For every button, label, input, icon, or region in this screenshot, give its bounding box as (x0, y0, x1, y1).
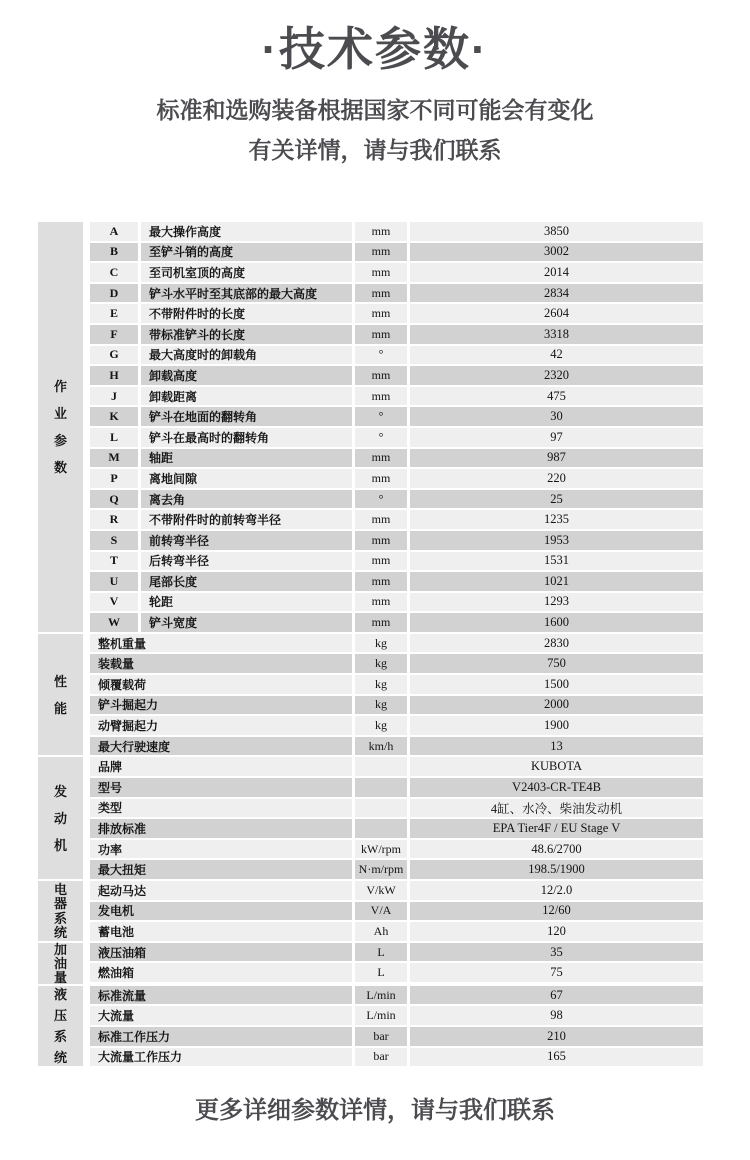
table-row (90, 613, 703, 632)
spec-section (38, 757, 703, 879)
spec-name-cell: 铲斗水平时至其底部的最大高度 (141, 284, 352, 303)
spec-unit-cell: ° (355, 407, 407, 426)
spec-unit-cell: bar (355, 1027, 407, 1046)
spec-value-cell: 67 (410, 986, 703, 1005)
table-row (90, 304, 703, 323)
spec-value-cell: 48.6/2700 (410, 840, 703, 859)
spec-letter-cell: K (90, 407, 138, 426)
table-row (90, 716, 703, 735)
spec-name-cell: 铲斗在最高时的翻转角 (141, 428, 352, 447)
table-row (90, 696, 703, 715)
spec-value-cell: 987 (410, 449, 703, 468)
spec-value-cell: 3002 (410, 243, 703, 262)
spec-letter-cell: S (90, 531, 138, 550)
spec-letter-cell: J (90, 387, 138, 406)
spec-name-cell: 卸载距离 (141, 387, 352, 406)
spec-unit-cell: mm (355, 449, 407, 468)
group-label-char: 作 (53, 378, 67, 394)
group-label-char: 参 (53, 432, 67, 448)
spec-unit-cell: mm (355, 284, 407, 303)
table-row (90, 469, 703, 488)
spec-name-cell: 蓄电池 (90, 922, 352, 941)
group-label (38, 634, 83, 756)
spec-value-cell: 97 (410, 428, 703, 447)
spec-name-cell: 后转弯半径 (141, 552, 352, 571)
spec-unit-cell (355, 819, 407, 838)
spec-value-cell: 4缸、水冷、柴油发动机 (410, 799, 703, 818)
subtitle-line-2: 有关详情，请与我们联系 (248, 137, 502, 164)
spec-value-cell: EPA Tier4F / EU Stage V (410, 819, 703, 838)
spec-name-cell: 燃油箱 (90, 963, 352, 982)
spec-value-cell: 12/2.0 (410, 881, 703, 900)
spec-section (38, 943, 703, 984)
group-label-char: 能 (53, 700, 67, 716)
spec-value-cell: 2604 (410, 304, 703, 323)
table-row (90, 840, 703, 859)
spec-name-cell: 功率 (90, 840, 352, 859)
spec-name-cell: 离去角 (141, 490, 352, 509)
footer-note: 更多详细参数详情，请与我们联系 (195, 1097, 555, 1124)
spec-letter-cell: T (90, 552, 138, 571)
table-row (90, 449, 703, 468)
spec-unit-cell: mm (355, 593, 407, 612)
spec-value-cell: 165 (410, 1048, 703, 1067)
group-label-char: 压 (53, 1007, 67, 1023)
group-label-char: 器 (53, 896, 67, 912)
spec-name-cell: 倾覆载荷 (90, 675, 352, 694)
spec-value-cell: 42 (410, 346, 703, 365)
spec-name-cell: 卸载高度 (141, 366, 352, 385)
spec-value-cell: 1235 (410, 510, 703, 529)
spec-unit-cell: kg (355, 716, 407, 735)
group-label (38, 986, 83, 1066)
spec-unit-cell: mm (355, 263, 407, 282)
spec-name-cell: 大流量工作压力 (90, 1048, 352, 1067)
spec-name-cell: 动臂掘起力 (90, 716, 352, 735)
group-label (38, 757, 83, 879)
table-row (90, 634, 703, 653)
spec-value-cell: 1953 (410, 531, 703, 550)
spec-value-cell: 2014 (410, 263, 703, 282)
spec-unit-cell: N·m/rpm (355, 860, 407, 879)
spec-unit-cell: L (355, 943, 407, 962)
spec-value-cell: 1021 (410, 572, 703, 591)
group-label-char: 液 (53, 986, 67, 1002)
spec-letter-cell: D (90, 284, 138, 303)
spec-unit-cell: L/min (355, 1006, 407, 1025)
spec-name-cell: 最大行驶速度 (90, 737, 352, 756)
table-row (90, 510, 703, 529)
table-row (90, 490, 703, 509)
spec-name-cell: 带标准铲斗的长度 (141, 325, 352, 344)
table-row (90, 943, 703, 962)
spec-unit-cell: L (355, 963, 407, 982)
spec-unit-cell: km/h (355, 737, 407, 756)
spec-value-cell: V2403-CR-TE4B (410, 778, 703, 797)
table-row (90, 737, 703, 756)
group-label-char: 量 (53, 969, 67, 985)
spec-value-cell: 30 (410, 407, 703, 426)
spec-unit-cell: mm (355, 510, 407, 529)
spec-value-cell: 35 (410, 943, 703, 962)
table-row (90, 819, 703, 838)
table-row (90, 922, 703, 941)
table-row (90, 881, 703, 900)
spec-unit-cell: ° (355, 346, 407, 365)
spec-name-cell: 类型 (90, 799, 352, 818)
group-label-char: 系 (53, 910, 67, 926)
spec-section (38, 634, 703, 756)
spec-value-cell: 120 (410, 922, 703, 941)
spec-name-cell: 大流量 (90, 1006, 352, 1025)
spec-value-cell: 13 (410, 737, 703, 756)
spec-unit-cell: mm (355, 325, 407, 344)
spec-unit-cell: kg (355, 675, 407, 694)
group-label-char: 性 (53, 673, 67, 689)
spec-unit-cell: mm (355, 531, 407, 550)
table-row (90, 757, 703, 776)
table-row (90, 387, 703, 406)
table-row (90, 860, 703, 879)
spec-value-cell: 2000 (410, 696, 703, 715)
spec-name-cell: 最大高度时的卸载角 (141, 346, 352, 365)
spec-letter-cell: Q (90, 490, 138, 509)
group-label-char: 统 (53, 1050, 67, 1066)
table-row (90, 986, 703, 1005)
spec-value-cell: 2830 (410, 634, 703, 653)
spec-value-cell: 1900 (410, 716, 703, 735)
group-label-char: 发 (53, 783, 67, 799)
spec-unit-cell: mm (355, 469, 407, 488)
spec-value-cell: 750 (410, 654, 703, 673)
table-row (90, 284, 703, 303)
spec-value-cell: 220 (410, 469, 703, 488)
spec-name-cell: 液压油箱 (90, 943, 352, 962)
table-row (90, 902, 703, 921)
spec-value-cell: 12/60 (410, 902, 703, 921)
spec-name-cell: 不带附件时的长度 (141, 304, 352, 323)
spec-unit-cell: kg (355, 696, 407, 715)
spec-name-cell: 最大扭矩 (90, 860, 352, 879)
spec-value-cell: 1500 (410, 675, 703, 694)
spec-name-cell: 至司机室顶的高度 (141, 263, 352, 282)
spec-unit-cell: bar (355, 1048, 407, 1067)
table-row (90, 552, 703, 571)
spec-name-cell: 前转弯半径 (141, 531, 352, 550)
table-row (90, 778, 703, 797)
subtitle-line-1: 标准和选购装备根据国家不同可能会有变化 (156, 97, 594, 124)
spec-letter-cell: W (90, 613, 138, 632)
group-label-char: 加 (53, 941, 67, 957)
table-row (90, 963, 703, 982)
spec-letter-cell: F (90, 325, 138, 344)
page-header (0, 22, 750, 166)
table-row (90, 654, 703, 673)
table-row (90, 799, 703, 818)
table-row (90, 531, 703, 550)
spec-name-cell: 整机重量 (90, 634, 352, 653)
spec-letter-cell: U (90, 572, 138, 591)
spec-name-cell: 铲斗宽度 (141, 613, 352, 632)
group-label-char: 业 (53, 405, 67, 421)
spec-unit-cell: mm (355, 243, 407, 262)
spec-unit-cell (355, 757, 407, 776)
table-row (90, 325, 703, 344)
spec-value-cell: 75 (410, 963, 703, 982)
spec-name-cell: 轴距 (141, 449, 352, 468)
table-row (90, 366, 703, 385)
spec-name-cell: 尾部长度 (141, 572, 352, 591)
spec-letter-cell: V (90, 593, 138, 612)
spec-unit-cell: mm (355, 572, 407, 591)
table-row (90, 222, 703, 241)
spec-section (38, 881, 703, 941)
spec-name-cell: 标准工作压力 (90, 1027, 352, 1046)
spec-unit-cell: mm (355, 222, 407, 241)
spec-unit-cell: mm (355, 552, 407, 571)
table-row (90, 243, 703, 262)
spec-name-cell: 品牌 (90, 757, 352, 776)
table-row (90, 428, 703, 447)
spec-name-cell: 铲斗在地面的翻转角 (141, 407, 352, 426)
table-row (90, 407, 703, 426)
spec-name-cell: 排放标准 (90, 819, 352, 838)
spec-unit-cell: Ah (355, 922, 407, 941)
spec-letter-cell: L (90, 428, 138, 447)
spec-letter-cell: B (90, 243, 138, 262)
spec-unit-cell: L/min (355, 986, 407, 1005)
spec-unit-cell (355, 799, 407, 818)
spec-unit-cell: V/A (355, 902, 407, 921)
spec-letter-cell: H (90, 366, 138, 385)
spec-value-cell: 3318 (410, 325, 703, 344)
spec-unit-cell: V/kW (355, 881, 407, 900)
table-row (90, 593, 703, 612)
spec-unit-cell: kg (355, 634, 407, 653)
spec-value-cell: KUBOTA (410, 757, 703, 776)
spec-value-cell: 1293 (410, 593, 703, 612)
spec-name-cell: 型号 (90, 778, 352, 797)
spec-value-cell: 210 (410, 1027, 703, 1046)
spec-letter-cell: G (90, 346, 138, 365)
table-row (90, 675, 703, 694)
spec-letter-cell: P (90, 469, 138, 488)
group-label-char: 油 (53, 955, 67, 971)
group-label-char: 动 (53, 810, 67, 826)
spec-unit-cell: kW/rpm (355, 840, 407, 859)
spec-name-cell: 标准流量 (90, 986, 352, 1005)
group-label-char: 数 (53, 459, 67, 475)
group-label (38, 881, 83, 941)
spec-value-cell: 25 (410, 490, 703, 509)
spec-unit-cell: kg (355, 654, 407, 673)
spec-unit-cell: mm (355, 613, 407, 632)
spec-name-cell: 至铲斗销的高度 (141, 243, 352, 262)
spec-table (38, 222, 703, 1068)
spec-value-cell: 2320 (410, 366, 703, 385)
spec-letter-cell: R (90, 510, 138, 529)
spec-value-cell: 3850 (410, 222, 703, 241)
spec-unit-cell: mm (355, 387, 407, 406)
spec-value-cell: 1531 (410, 552, 703, 571)
spec-section (38, 222, 703, 632)
group-label-char: 机 (53, 837, 67, 853)
spec-name-cell: 铲斗掘起力 (90, 696, 352, 715)
spec-name-cell: 最大操作高度 (141, 222, 352, 241)
table-row (90, 263, 703, 282)
spec-value-cell: 198.5/1900 (410, 860, 703, 879)
spec-letter-cell: A (90, 222, 138, 241)
group-label-char: 系 (53, 1029, 67, 1045)
spec-letter-cell: C (90, 263, 138, 282)
spec-unit-cell: mm (355, 304, 407, 323)
spec-name-cell: 不带附件时的前转弯半径 (141, 510, 352, 529)
spec-unit-cell: mm (355, 366, 407, 385)
spec-value-cell: 2834 (410, 284, 703, 303)
spec-value-cell: 98 (410, 1006, 703, 1025)
table-row (90, 1048, 703, 1067)
group-label (38, 222, 83, 632)
group-label-char: 统 (53, 924, 67, 940)
spec-name-cell: 离地间隙 (141, 469, 352, 488)
table-row (90, 1027, 703, 1046)
table-row (90, 1006, 703, 1025)
spec-name-cell: 装载量 (90, 654, 352, 673)
group-label (38, 943, 83, 984)
spec-unit-cell: ° (355, 490, 407, 509)
spec-section (38, 986, 703, 1066)
spec-value-cell: 1600 (410, 613, 703, 632)
spec-name-cell: 轮距 (141, 593, 352, 612)
group-label-char: 电 (53, 881, 67, 897)
table-row (90, 572, 703, 591)
table-row (90, 346, 703, 365)
spec-name-cell: 发电机 (90, 902, 352, 921)
spec-name-cell: 起动马达 (90, 881, 352, 900)
spec-letter-cell: M (90, 449, 138, 468)
spec-letter-cell: E (90, 304, 138, 323)
spec-unit-cell: ° (355, 428, 407, 447)
page-title: ·技术参数· (261, 23, 489, 75)
spec-unit-cell (355, 778, 407, 797)
spec-value-cell: 475 (410, 387, 703, 406)
